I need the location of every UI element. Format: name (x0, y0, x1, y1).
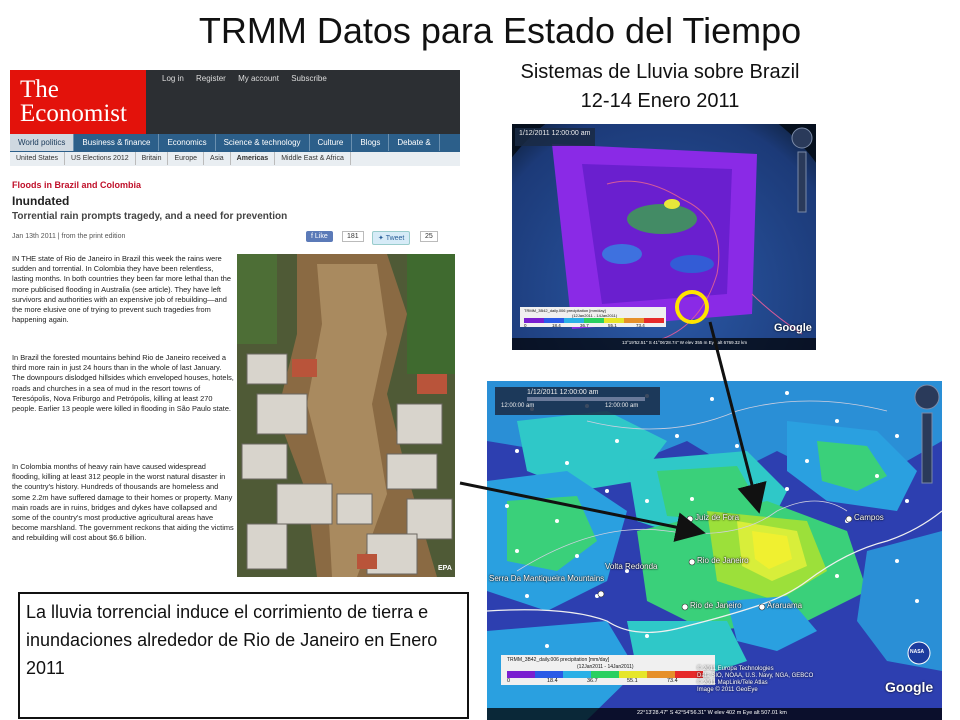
city-volta-redonda[interactable]: Volta Redonda (605, 562, 658, 571)
city-juiz-de-fora[interactable]: Juiz de Fora (695, 513, 740, 522)
city-rio-de-janeiro-region[interactable]: Rio de Janeiro (697, 556, 749, 565)
tab-culture[interactable]: Culture (310, 134, 353, 151)
globe-time-label[interactable]: 1/12/2011 12:00:00 am (519, 130, 591, 137)
tab-blogs[interactable]: Blogs (352, 134, 389, 151)
facebook-icon: f (311, 233, 313, 240)
globe-status-bar: 13°19'52.51" S 41°06'28.74" W elev 355 m Eye alt 6769.32 km (622, 340, 748, 345)
subnav-asia[interactable]: Asia (204, 152, 231, 165)
copyright-line-4: Image © 2011 GeoEye (697, 687, 758, 693)
detail-legend-value-2: 36.7 (587, 678, 598, 684)
logo-line-1: The (20, 76, 59, 103)
globe-legend-title: TRMM_3B42_daily.006 precipitation [mm/day] (524, 308, 606, 313)
detail-legend-title: TRMM_3B42_daily.006 precipitation [mm/day] (507, 657, 610, 663)
subnav-britain[interactable]: Britain (136, 152, 169, 165)
detail-google-logo: Google (885, 679, 934, 695)
article-rubric: Torrential rain prompts tragedy, and a need for prevention (12, 211, 288, 222)
copyright-line-1: © 2011 Europa Technologies (697, 666, 774, 672)
caption-box: La lluvia torrencial induce el corrimiento de tierra e inundaciones alrededor de Rio de Janeiro en Enero 2011 (18, 592, 469, 719)
tab-science-technology[interactable]: Science & technology (216, 134, 310, 151)
detail-legend-value-1: 18.4 (547, 678, 558, 684)
twitter-icon: ✦ (378, 235, 384, 242)
detail-time-start[interactable]: 12:00:00 am (501, 403, 535, 409)
tab-economics[interactable]: Economics (159, 134, 215, 151)
globe-legend-value-2: 36.7 (580, 323, 589, 328)
globe-legend-value-0: 0 (524, 323, 527, 328)
subnav-americas[interactable]: Americas (231, 152, 276, 165)
detail-time-label[interactable]: 1/12/2011 12:00:00 am (527, 389, 599, 396)
article-kicker: Floods in Brazil and Colombia (12, 180, 142, 190)
detail-legend-range: (12Jan2011 - 14Jan2011) (577, 664, 634, 670)
login-link[interactable]: Log in (162, 74, 184, 83)
globe-legend-value-1: 18.4 (552, 323, 561, 328)
slide-title: TRMM Datos para Estado del Tiempo (198, 10, 802, 51)
subnav-middle-east-africa[interactable]: Middle East & Africa (275, 152, 351, 165)
photo-credit: EPA (438, 565, 452, 572)
city-araruama[interactable]: Araruama (767, 601, 803, 610)
serra-da-mantiqueira-label[interactable]: Serra Da Mantiqueira Mountains (489, 574, 605, 583)
tweet-label: Tweet (385, 235, 405, 242)
tab-debate[interactable]: Debate & (389, 134, 439, 151)
detail-legend-value-0: 0 (507, 678, 511, 684)
detail-time-end[interactable]: 12:00:00 am (605, 403, 639, 409)
article-paragraph-3: In Colombia months of heavy rain have caused widespread flooding, killing at least 312 people in the worst natural disaster in the country's history. Hundreds of thousands are homeless and some 2.2m have suffered damage to their homes or property. Many main roads are in ruins, bridges and dykes have collapsed and some of the country's most productive agricultural areas have become marshland. The government reckons that aiding the victims and rebuilding will cost about $6.6 billion. (12, 462, 234, 543)
like-count: 181 (342, 231, 364, 242)
article-dateline: Jan 13th 2011 | from the print edition (12, 233, 126, 240)
like-label: Like (314, 233, 328, 240)
copyright-line-2: Data SIO, NOAA, U.S. Navy, NGA, GEBCO (697, 673, 814, 679)
article-paragraph-2: In Brazil the forested mountains behind Rio de Janeiro received a third more rain in just 24 hours than in the whole of last January. The downpours dislodged hillsides which enveloped houses, hotels, roads and churches in a sea of mud in the resort towns of Teresópolis, Nova Friburgo and Petrópolis, killing at least 270 people. Earlier 13 people were killed in flooding in São Paulo state. (12, 353, 234, 414)
article-paragraph-1: IN THE state of Rio de Janeiro in Brazil this week the rains were sudden and torrential. In Colombia they have been relentless, lasting months. In both countries they been far more lethal than the more publicised flooding in Australia (see article). They have left survivors and authorities with an expensive job of rebuilding—and the more elusive one of trying to prevent such tragedies from happening again. (12, 254, 231, 325)
globe-legend-value-4: 73.4 (636, 323, 645, 328)
city-rio-de-janeiro[interactable]: Rio de Janeiro (690, 601, 742, 610)
subtitle-line-2: 12-14 Enero 2011 (580, 90, 740, 112)
my-account-link[interactable]: My account (238, 74, 279, 83)
subnav-us-elections[interactable]: US Elections 2012 (65, 152, 136, 165)
subnav-europe[interactable]: Europe (168, 152, 204, 165)
globe-legend-range: (12Jan2011 - 14Jan2011) (572, 313, 618, 318)
city-campos[interactable]: Campos (854, 513, 884, 522)
arrow-photo-to-map (460, 483, 700, 532)
tweet-count: 25 (420, 231, 438, 242)
subnav-united-states[interactable]: United States (10, 152, 65, 165)
nasa-logo: NASA (910, 649, 925, 655)
detail-status-bar: 22°13'28.47" S 42°54'56.31" W elev 402 m Eye alt 507.01 km (637, 710, 787, 716)
logo-line-2: Economist (20, 100, 127, 127)
tab-business-finance[interactable]: Business & finance (74, 134, 159, 151)
globe-google-logo: Google (774, 322, 812, 334)
arrow-globe-to-detail (710, 322, 758, 508)
subtitle-line-1: Sistemas de Lluvia sobre Brazil (520, 61, 800, 83)
globe-legend-value-3: 55.1 (608, 323, 617, 328)
tab-world-politics[interactable]: World politics (10, 134, 74, 151)
subscribe-link[interactable]: Subscribe (291, 74, 327, 83)
copyright-line-3: © 2011 MapLink/Tele Atlas (697, 680, 768, 686)
article-headline: Inundated (12, 194, 70, 208)
detail-legend-value-4: 73.4 (667, 678, 678, 684)
detail-legend-value-3: 55.1 (627, 678, 638, 684)
register-link[interactable]: Register (196, 74, 226, 83)
